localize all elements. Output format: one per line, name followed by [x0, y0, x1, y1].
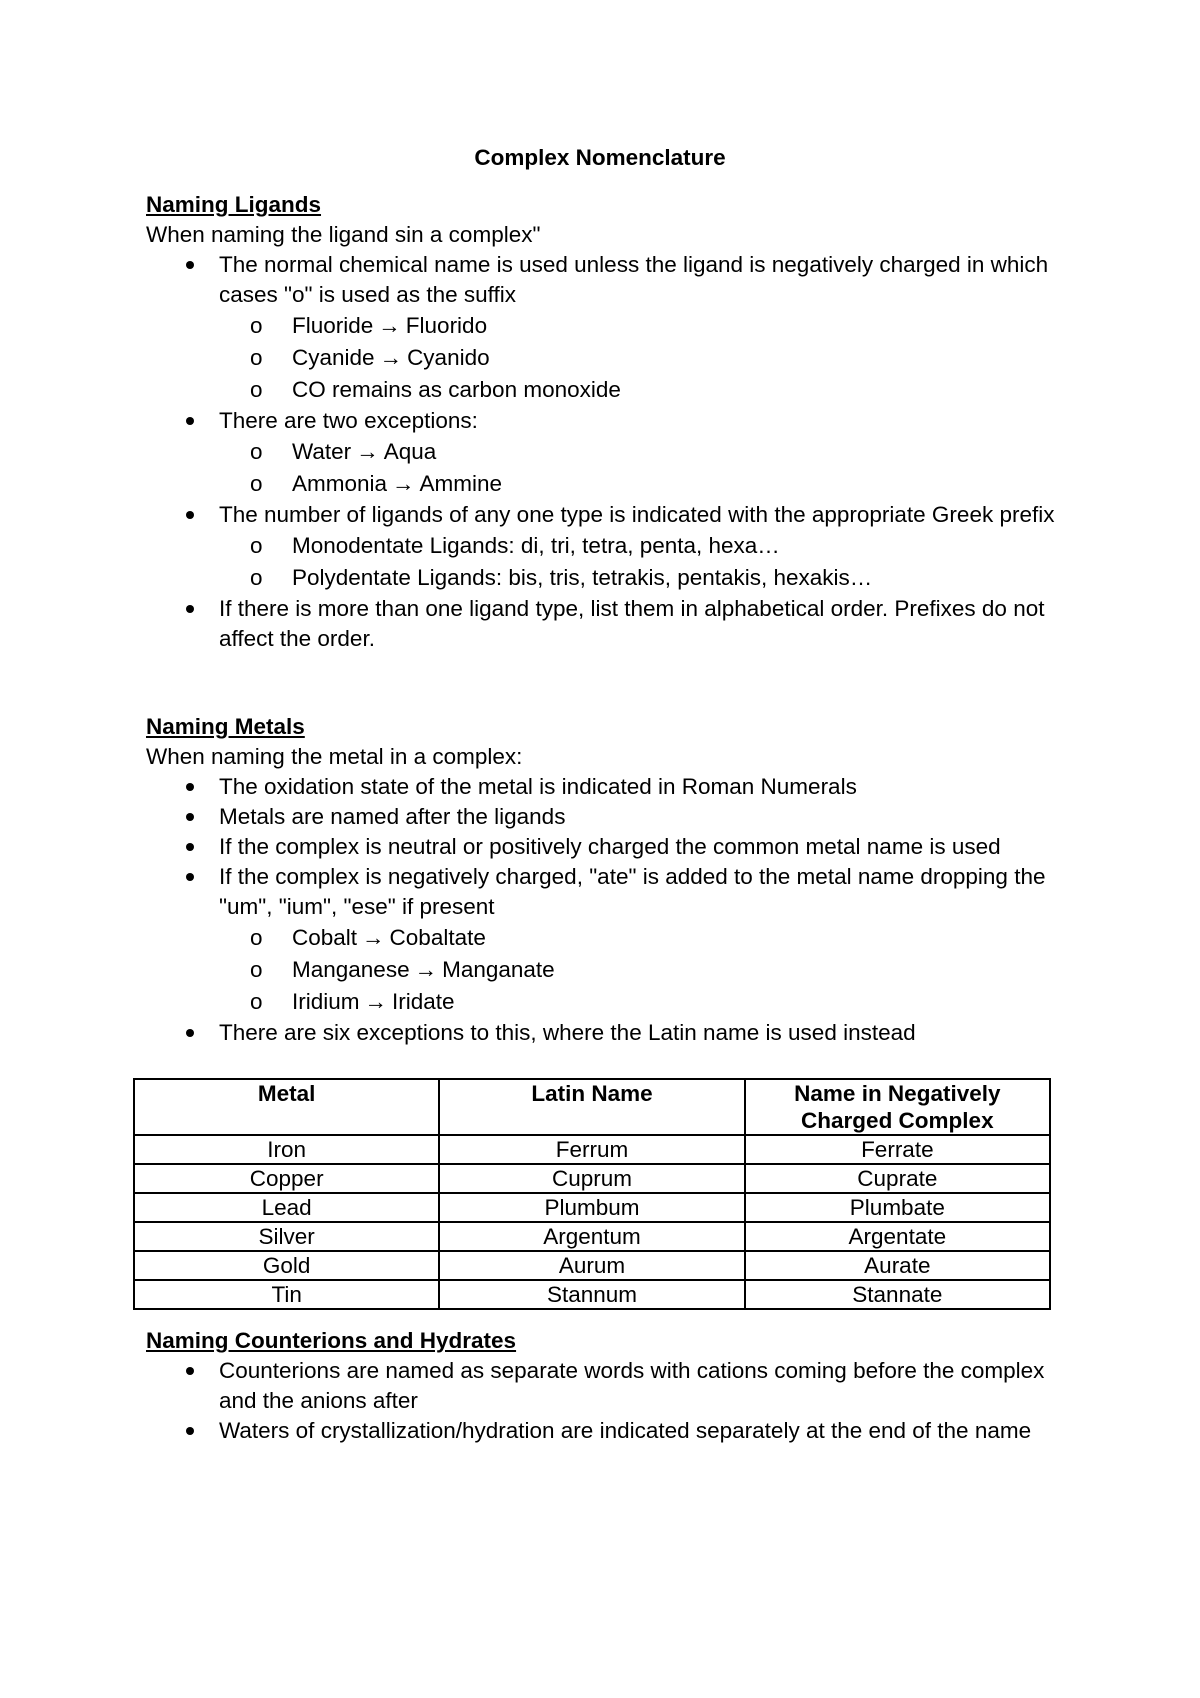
bullet-item: [146, 832, 1066, 862]
table-cell: Tin: [134, 1280, 439, 1309]
right-arrow-icon: →: [378, 313, 401, 338]
table-cell: Argentum: [439, 1222, 744, 1251]
table-cell: Cuprum: [439, 1164, 744, 1193]
section-heading: Naming Metals: [146, 714, 305, 739]
bullet-text: Counterions are named as separate words with cations coming before the complex and the anions after: [219, 1358, 1045, 1413]
sub-marker: o: [250, 989, 263, 1014]
column-header: Name in Negatively Charged Complex: [745, 1079, 1050, 1135]
column-header: Latin Name: [439, 1079, 744, 1135]
table-cell: Ferrate: [745, 1135, 1050, 1164]
sub-item: [219, 342, 1066, 374]
table-cell: Stannate: [745, 1280, 1050, 1309]
bullet-item: [146, 594, 1066, 654]
bullet-text: The normal chemical name is used unless the ligand is negatively charged in which cases "o" is used as the suffix: [219, 252, 1049, 307]
sub-item: [219, 374, 1066, 406]
table-cell: Stannum: [439, 1280, 744, 1309]
section-intro: When naming the ligand sin a complex": [146, 222, 541, 247]
bullet-text: If the complex is negatively charged, "ate" is added to the metal name dropping the "um", "ium", "ese" if present: [219, 864, 1046, 919]
term-to: Ammine: [419, 471, 503, 496]
right-arrow-icon: →: [362, 925, 385, 950]
bullet-dot-icon: [186, 511, 194, 519]
bullet-text: There are two exceptions:: [219, 408, 478, 433]
table-row: [134, 1280, 1050, 1309]
sub-item: [219, 954, 1066, 986]
sub-text: CO remains as carbon monoxide: [292, 377, 621, 402]
bullet-dot-icon: [186, 1029, 194, 1037]
sub-marker: o: [250, 471, 263, 496]
table-row: [134, 1135, 1050, 1164]
sub-marker: o: [250, 439, 263, 464]
table-cell: Argentate: [745, 1222, 1050, 1251]
term-from: Cobalt: [292, 925, 358, 950]
page-title: Complex Nomenclature: [474, 145, 726, 170]
sub-marker: o: [250, 377, 263, 402]
sub-text: Polydentate Ligands: bis, tris, tetrakis, pentakis, hexakis…: [292, 565, 873, 590]
bullet-dot-icon: [186, 813, 194, 821]
sub-item: [219, 436, 1066, 468]
section-heading: Naming Ligands: [146, 192, 322, 217]
right-arrow-icon: →: [356, 439, 379, 464]
bullet-dot-icon: [186, 261, 194, 269]
term-from: Fluoride: [292, 313, 374, 338]
bullet-text: The number of ligands of any one type is indicated with the appropriate Greek prefix: [219, 502, 1055, 527]
table-cell: Aurum: [439, 1251, 744, 1280]
table-cell: Plumbate: [745, 1193, 1050, 1222]
right-arrow-icon: →: [379, 345, 403, 370]
term-from: Water: [292, 439, 352, 464]
bullet-list: [146, 1356, 1066, 1446]
bullet-dot-icon: [186, 843, 194, 851]
bullet-dot-icon: [186, 417, 194, 425]
table-body: [134, 1135, 1050, 1309]
sub-marker: o: [250, 313, 263, 338]
bullet-dot-icon: [186, 1427, 194, 1435]
bullet-item: [146, 250, 1066, 406]
term-from: Cyanide: [292, 345, 375, 370]
sub-item: [219, 310, 1066, 342]
bullet-text: If there is more than one ligand type, list them in alphabetical order. Prefixes do not affect the order.: [219, 596, 1045, 651]
term-to: Iridate: [392, 989, 455, 1014]
term-to: Aqua: [383, 439, 437, 464]
section-naming-counterions: [146, 1326, 1066, 1446]
term-to: Cobaltate: [389, 925, 486, 950]
sub-item: [219, 468, 1066, 500]
table-header-row: [134, 1079, 1050, 1135]
table-row: [134, 1164, 1050, 1193]
table-cell: Copper: [134, 1164, 439, 1193]
bullet-list: [146, 772, 1066, 1048]
sub-item: [219, 986, 1066, 1018]
bullet-dot-icon: [186, 873, 194, 881]
term-to: Fluorido: [405, 313, 488, 338]
bullet-item: [146, 1018, 1066, 1048]
sub-marker: o: [250, 565, 263, 590]
bullet-item: [146, 802, 1066, 832]
sub-text: Monodentate Ligands: di, tri, tetra, penta, hexa…: [292, 533, 780, 558]
term-from: Manganese: [292, 957, 410, 982]
table-cell: Plumbum: [439, 1193, 744, 1222]
bullet-item: [146, 406, 1066, 500]
right-arrow-icon: →: [392, 471, 415, 496]
bullet-text: Metals are named after the ligands: [219, 804, 566, 829]
sub-list: [219, 530, 1066, 594]
bullet-text: There are six exceptions to this, where the Latin name is used instead: [219, 1020, 916, 1045]
table-cell: Aurate: [745, 1251, 1050, 1280]
section-intro: When naming the metal in a complex:: [146, 744, 523, 769]
sub-marker: o: [250, 957, 263, 982]
sub-marker: o: [250, 533, 263, 558]
table-cell: Lead: [134, 1193, 439, 1222]
term-from: Iridium: [292, 989, 360, 1014]
right-arrow-icon: →: [414, 957, 438, 982]
table-cell: Ferrum: [439, 1135, 744, 1164]
column-header: Metal: [134, 1079, 439, 1135]
term-to: Manganate: [442, 957, 555, 982]
sub-item: [219, 562, 1066, 594]
section-heading: Naming Counterions and Hydrates: [146, 1328, 517, 1353]
section-naming-ligands: [146, 190, 1066, 654]
bullet-item: [146, 772, 1066, 802]
bullet-text: Waters of crystallization/hydration are indicated separately at the end of the name: [219, 1418, 1032, 1443]
table-row: [134, 1193, 1050, 1222]
term-to: Cyanido: [407, 345, 490, 370]
bullet-text: The oxidation state of the metal is indicated in Roman Numerals: [219, 774, 857, 799]
bullet-dot-icon: [186, 783, 194, 791]
right-arrow-icon: →: [364, 989, 388, 1014]
bullet-list: [146, 250, 1066, 654]
table-cell: Gold: [134, 1251, 439, 1280]
table-cell: Cuprate: [745, 1164, 1050, 1193]
sub-list: [219, 436, 1066, 500]
bullet-dot-icon: [186, 605, 194, 613]
sub-marker: o: [250, 925, 263, 950]
table-cell: Silver: [134, 1222, 439, 1251]
bullet-item: [146, 1416, 1066, 1446]
table-row: [134, 1222, 1050, 1251]
sub-item: [219, 530, 1066, 562]
sub-list: [219, 310, 1066, 406]
sub-item: [219, 922, 1066, 954]
bullet-dot-icon: [186, 1367, 194, 1375]
term-from: Ammonia: [292, 471, 388, 496]
metal-names-table: [133, 1078, 1051, 1310]
section-naming-metals: [146, 712, 1066, 1048]
sub-list: [219, 922, 1066, 1018]
bullet-item: [146, 1356, 1066, 1416]
table-cell: Iron: [134, 1135, 439, 1164]
table-row: [134, 1251, 1050, 1280]
bullet-item: [146, 862, 1066, 1018]
sub-marker: o: [250, 345, 263, 370]
bullet-text: If the complex is neutral or positively charged the common metal name is used: [219, 834, 1001, 859]
bullet-item: [146, 500, 1066, 594]
